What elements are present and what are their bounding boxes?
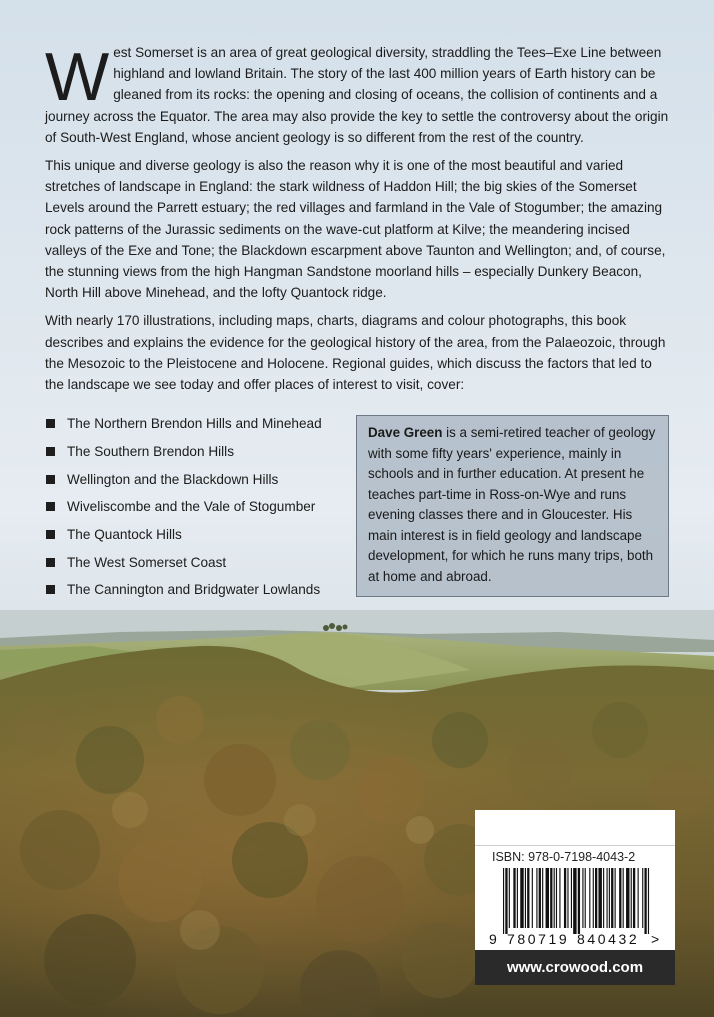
barcode-bar xyxy=(595,868,597,928)
barcode-bar xyxy=(609,868,610,928)
barcode-bar xyxy=(648,868,649,934)
barcode-bar xyxy=(520,868,523,928)
author-name: Dave Green xyxy=(368,425,443,440)
drop-cap: W xyxy=(45,39,110,115)
list-item-label: Wellington and the Blackdown Hills xyxy=(67,471,279,487)
barcode-bar xyxy=(564,868,566,928)
blurb-paragraph-1-text: est Somerset is an area of great geological diversity, straddling the Tees–Exe Line between highland and lowland Britain. The story of the last 400 million years of Earth history can be gleaned from its rocks: the opening and closing of oceans, the collision of continents and a journey across the Equator. The area may also provide the key to settle the controversy about the origin of South-West England, whose ancient geology is so different from the rest of the country. xyxy=(45,45,669,145)
isbn-label: ISBN: 978-0-7198-4043-2 xyxy=(492,850,636,864)
region-list xyxy=(46,410,322,604)
barcode-bar xyxy=(571,868,572,928)
barcode-bar xyxy=(527,868,529,928)
square-bullet-icon xyxy=(46,447,55,456)
barcode-bar xyxy=(509,868,510,928)
blurb-paragraph-1 xyxy=(45,39,673,148)
barcode-digits-right: 840432 xyxy=(577,931,640,946)
author-bio-text: is a semi-retired teacher of geology with some fifty years' experience, mainly in schools and in further education. At present he teaches part-time in Ross-on-Wye and runs evening classes there and in Gloucester. His main interest is in field geology and landscape development, for which he runs many trips, both at home and abroad. xyxy=(368,425,656,584)
list-item-label: The Southern Brendon Hills xyxy=(67,444,234,460)
barcode-bar xyxy=(542,868,543,928)
barcode-bar xyxy=(559,868,560,928)
barcode-bar xyxy=(513,868,515,928)
barcode-bar xyxy=(532,868,533,928)
list-item xyxy=(46,521,322,549)
barcode-bar xyxy=(644,868,646,934)
barcode-bar xyxy=(589,868,590,928)
barcode-bar xyxy=(626,868,629,928)
barcode-bar xyxy=(536,868,537,928)
barcode-bar xyxy=(578,868,580,934)
barcode-bar xyxy=(554,868,555,928)
blurb-paragraph-3: With nearly 170 illustrations, including maps, charts, diagrams and colour photographs, this book describes and explains the evidence for the geological history of the area, from the Palaeozoic, through the Mesozoic to the Pleistocene and Holocene. Regional guides, which discuss the factors that led to the landscape we see today and offer places of interest to visit, cover: xyxy=(45,313,666,393)
list-item xyxy=(46,438,322,466)
blurb-paragraph-2: This unique and diverse geology is also the reason why it is one of the most beautiful and varied stretches of landscape in England: the stark wildness of Haddon Hill; the big skies of the Somerset Levels around the Parrett estuary; the red villages and farmland in the Vale of Stogumber; the amazing rock patterns of the Jurassic sediments on the wave-cut platform at Kilve; the meandering incised valleys of the Exe and Tone; the Blackdown escarpment above Taunton and Wellington; and, of course, the stunning views from the high Hangman Sandstone moorland hills – especially Dunkery Beacon, North Hill above Minehead, and the lofty Quantock ridge. xyxy=(45,158,666,301)
barcode-digit-lead: 9 xyxy=(489,931,497,946)
list-item xyxy=(46,410,322,438)
price-area xyxy=(475,810,675,846)
barcode-panel xyxy=(475,810,675,985)
square-bullet-icon xyxy=(46,530,55,539)
barcode-bar xyxy=(611,868,613,928)
barcode-bar xyxy=(582,868,583,928)
square-bullet-icon xyxy=(46,585,55,594)
list-item xyxy=(46,465,322,493)
barcode-bar xyxy=(517,868,518,928)
barcode-bar xyxy=(642,868,643,928)
blurb xyxy=(45,39,673,402)
barcode-bar xyxy=(503,868,504,934)
list-item xyxy=(46,548,322,576)
barcode-bar xyxy=(539,868,541,928)
barcode-bar xyxy=(546,868,549,928)
list-item-label: The Quantock Hills xyxy=(67,527,182,543)
square-bullet-icon xyxy=(46,475,55,484)
barcode-bar xyxy=(550,868,552,928)
list-item xyxy=(46,493,322,521)
barcode-bar xyxy=(638,868,639,928)
barcode-arrow: > xyxy=(651,931,660,946)
barcode-bar xyxy=(573,868,576,934)
barcode-bar xyxy=(603,868,604,928)
barcode-bar xyxy=(585,868,586,928)
square-bullet-icon xyxy=(46,419,55,428)
barcode-bar xyxy=(556,868,557,928)
list-item-label: The Cannington and Bridgwater Lowlands xyxy=(67,582,321,598)
list-item-label: Wiveliscombe and the Vale of Stogumber xyxy=(67,499,316,515)
publisher-website[interactable]: www.crowood.com xyxy=(475,950,675,985)
barcode-bar xyxy=(525,868,526,928)
square-bullet-icon xyxy=(46,502,55,511)
list-item-label: The Northern Brendon Hills and Minehead xyxy=(67,416,322,432)
barcode-bar xyxy=(633,868,635,928)
barcode-bar xyxy=(505,868,507,934)
list-item-label: The West Somerset Coast xyxy=(67,554,227,570)
barcode-bar xyxy=(593,868,594,928)
barcode-bar xyxy=(619,868,621,928)
list-item xyxy=(46,576,322,604)
square-bullet-icon xyxy=(46,558,55,567)
barcode-bar xyxy=(623,868,624,928)
barcode-bar xyxy=(567,868,568,928)
author-bio-box xyxy=(356,415,669,597)
barcode-bar xyxy=(631,868,632,928)
barcode xyxy=(487,868,665,946)
barcode-bar xyxy=(615,868,616,928)
barcode-bar xyxy=(607,868,608,928)
barcode-digits-left: 780719 xyxy=(507,931,570,946)
barcode-bar xyxy=(598,868,601,928)
